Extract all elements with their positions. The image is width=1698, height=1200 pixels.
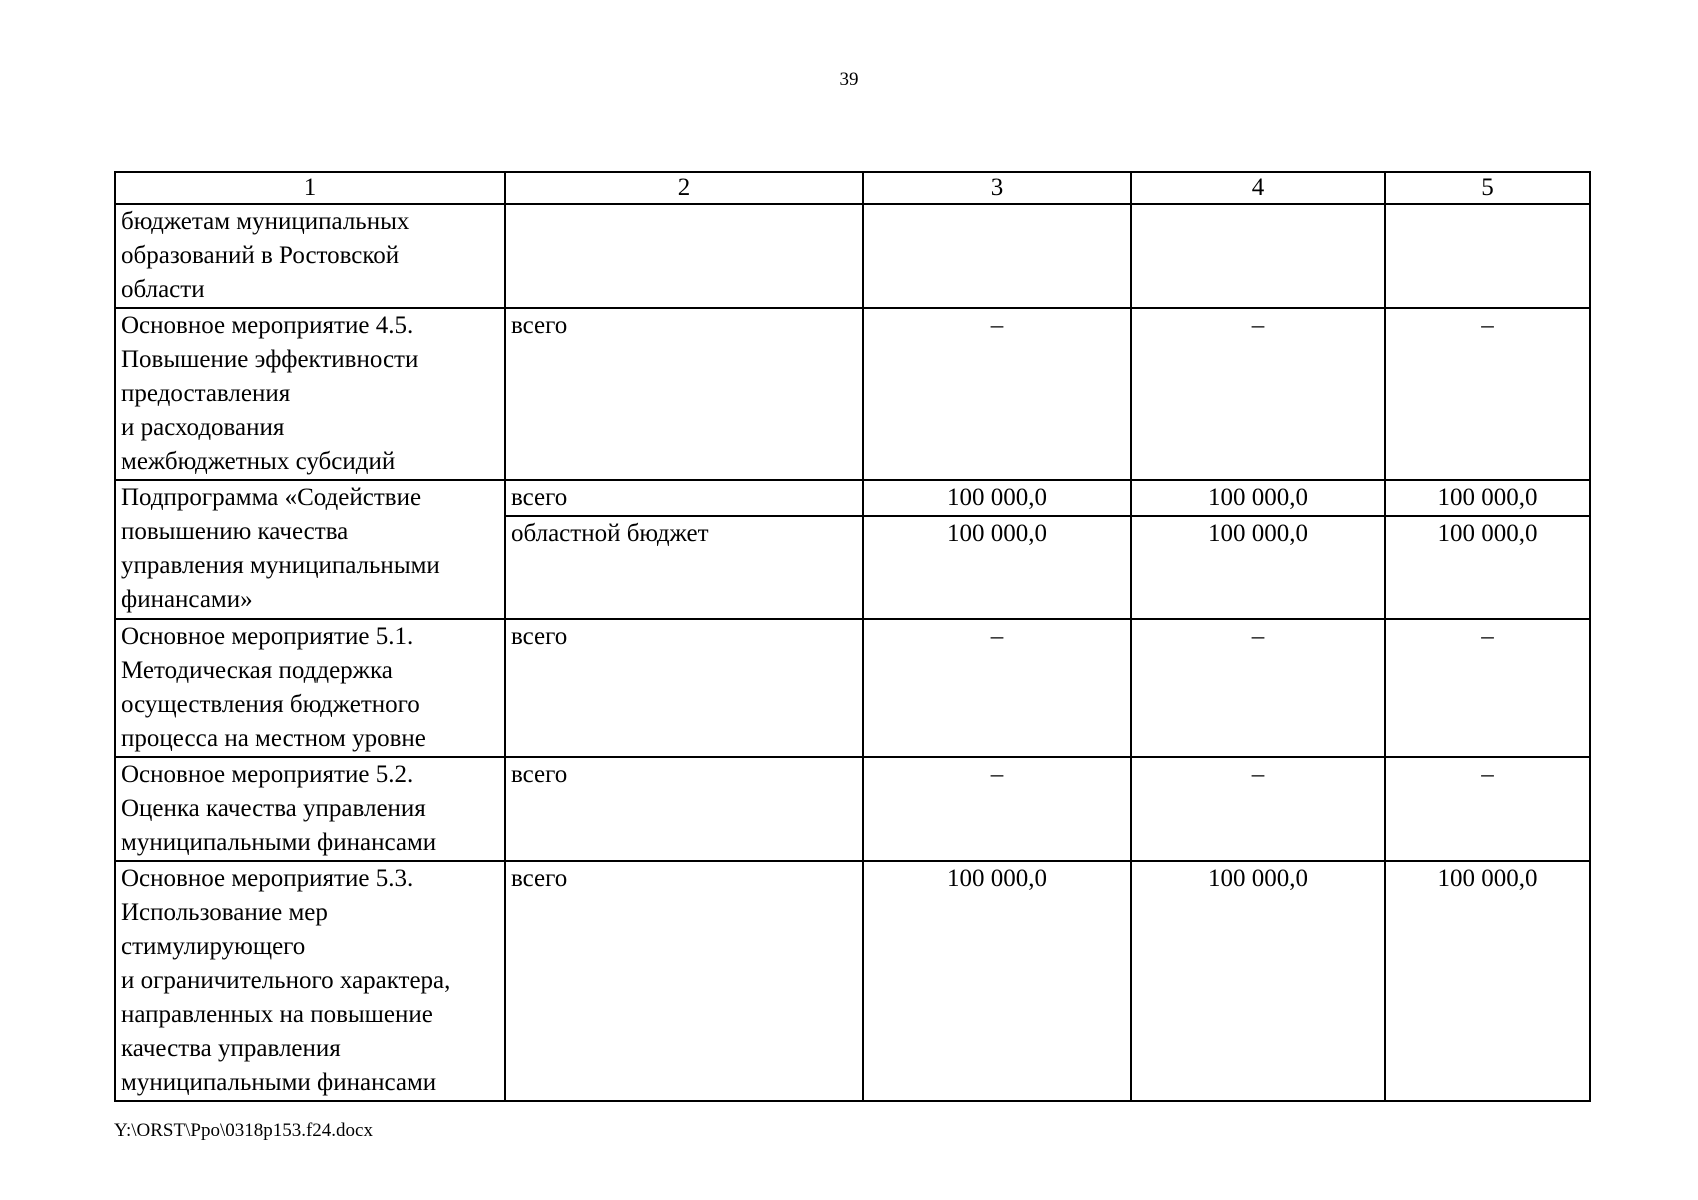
row-value-cell-4: –: [1131, 757, 1385, 861]
row-source-cell: всего: [505, 619, 863, 757]
row-source-cell: областной бюджет: [505, 516, 863, 619]
row-value-cell-4: –: [1131, 308, 1385, 480]
row-name-cell: Подпрограмма «Содействие повышению качества управления муниципальными финансами»: [115, 480, 505, 619]
row-value-cell-3: –: [863, 619, 1131, 757]
row-source-cell: всего: [505, 757, 863, 861]
row-value-cell-4: 100 000,0: [1131, 861, 1385, 1101]
row-value-cell-5: [1385, 204, 1590, 308]
row-value-cell-5: 100 000,0: [1385, 480, 1590, 516]
row-value-cell-5: –: [1385, 619, 1590, 757]
row-value-cell-5: –: [1385, 308, 1590, 480]
row-value-cell-4: [1131, 204, 1385, 308]
row-value-cell-4: 100 000,0: [1131, 480, 1385, 516]
budget-table: [114, 171, 1591, 1102]
row-source-cell: всего: [505, 308, 863, 480]
row-value-cell-3: –: [863, 308, 1131, 480]
row-value-cell-3: [863, 204, 1131, 308]
column-header-2: 2: [505, 172, 863, 204]
table-row: [115, 308, 1590, 480]
row-value-cell-3: 100 000,0: [863, 861, 1131, 1101]
row-value-cell-5: 100 000,0: [1385, 861, 1590, 1101]
row-source-cell: всего: [505, 861, 863, 1101]
row-name-cell: Основное мероприятие 5.1. Методическая поддержка осуществления бюджетного процесса на местном уровне: [115, 619, 505, 757]
table-row: [115, 757, 1590, 861]
table-row: [115, 480, 1590, 516]
column-header-5: 5: [1385, 172, 1590, 204]
row-source-cell: всего: [505, 480, 863, 516]
page-number: 39: [839, 69, 859, 90]
row-value-cell-5: 100 000,0: [1385, 516, 1590, 619]
row-name-cell: Основное мероприятие 5.3. Использование мер стимулирующего и ограничительного характера, направленных на повышение качества управления муниципальными финансами: [115, 861, 505, 1101]
row-value-cell-4: –: [1131, 619, 1385, 757]
table-row: [115, 861, 1590, 1101]
table-header-row: [115, 172, 1590, 204]
file-path-footer: Y:\ORST\Ppo\0318p153.f24.docx: [114, 1120, 373, 1141]
row-name-cell: бюджетам муниципальных образований в Ростовской области: [115, 204, 505, 308]
row-value-cell-3: 100 000,0: [863, 480, 1131, 516]
column-header-3: 3: [863, 172, 1131, 204]
table-row: [115, 204, 1590, 308]
row-name-cell: Основное мероприятие 5.2. Оценка качества управления муниципальными финансами: [115, 757, 505, 861]
row-value-cell-3: 100 000,0: [863, 516, 1131, 619]
row-name-cell: Основное мероприятие 4.5. Повышение эффективности предоставления и расходования межбюджетных субсидий: [115, 308, 505, 480]
row-value-cell-5: –: [1385, 757, 1590, 861]
table-row: [115, 619, 1590, 757]
column-header-4: 4: [1131, 172, 1385, 204]
row-value-cell-4: 100 000,0: [1131, 516, 1385, 619]
column-header-1: 1: [115, 172, 505, 204]
row-source-cell: [505, 204, 863, 308]
row-value-cell-3: –: [863, 757, 1131, 861]
